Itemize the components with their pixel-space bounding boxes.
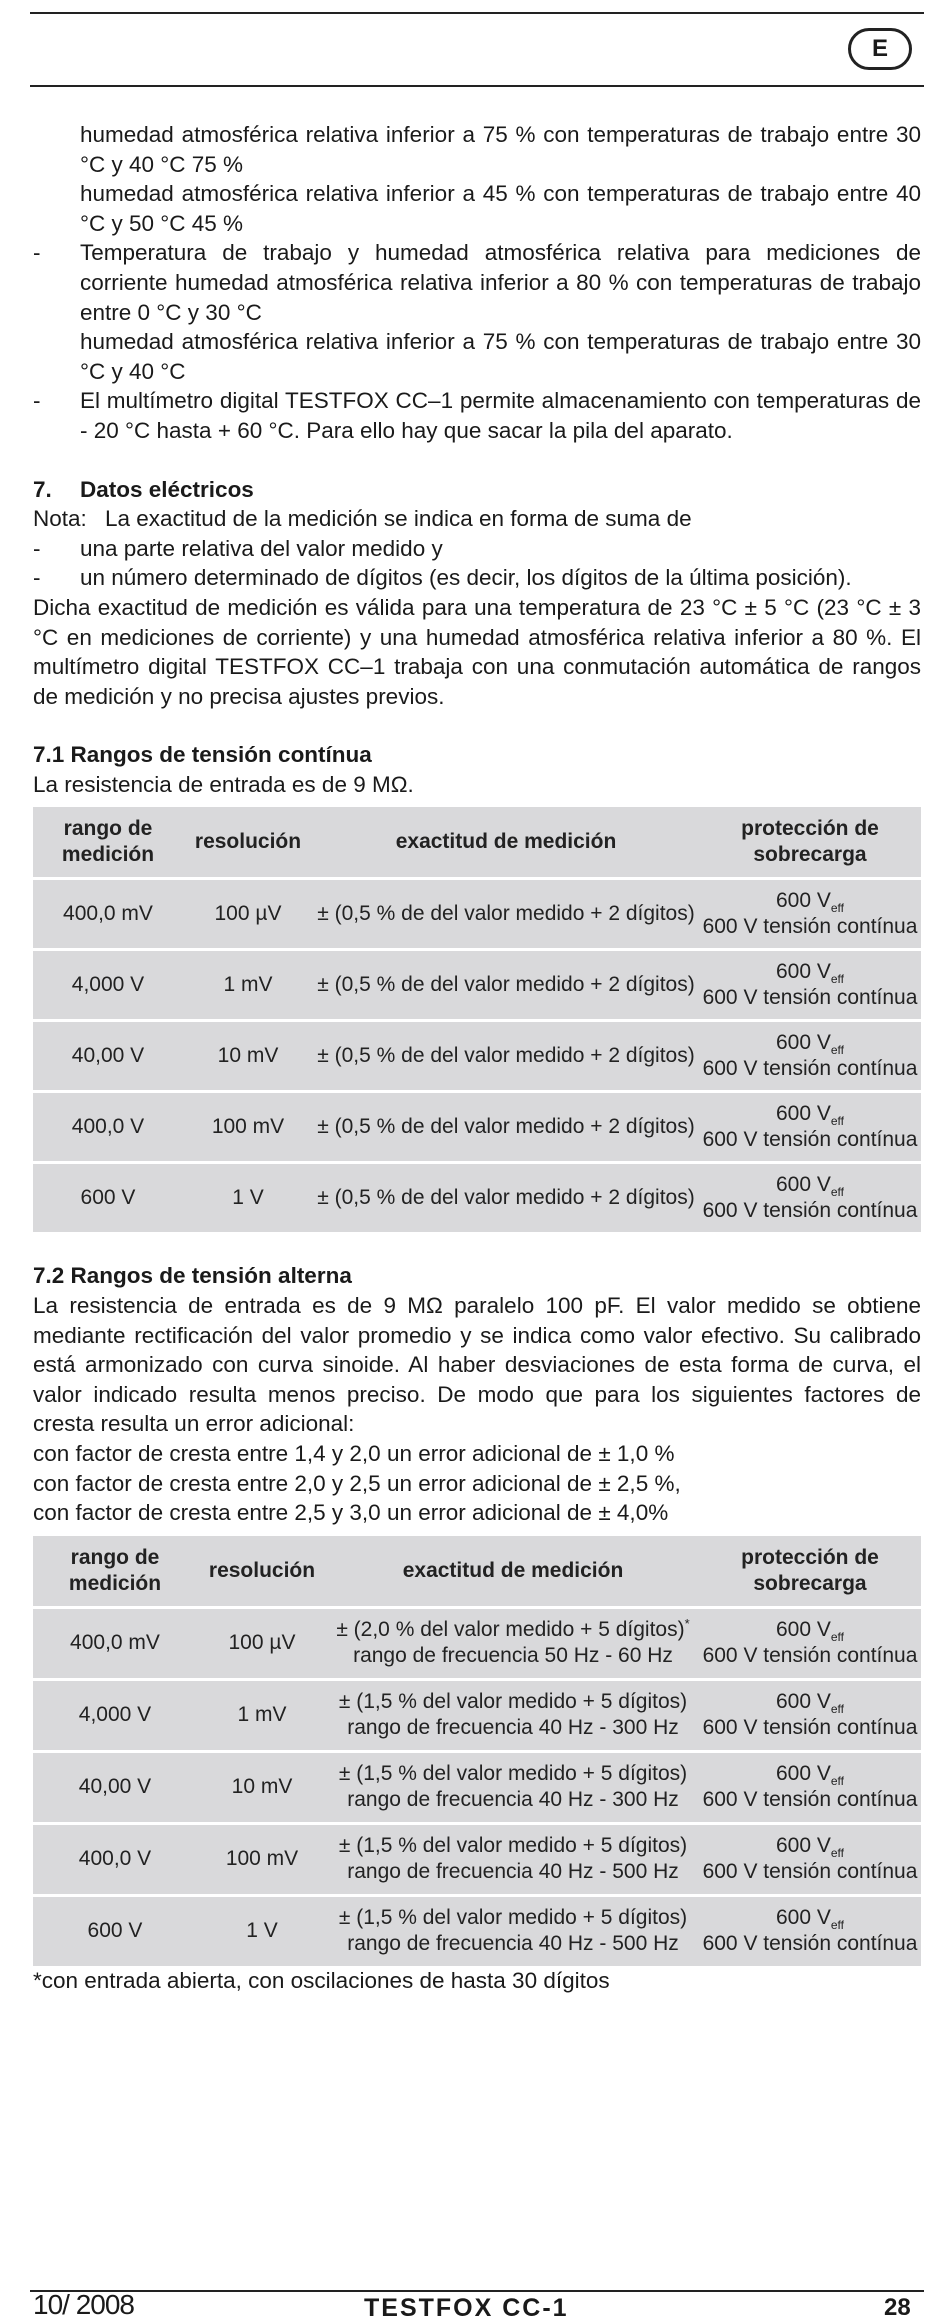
resolution-cell: 1 mV bbox=[183, 950, 313, 1021]
protection-cell bbox=[699, 1092, 921, 1163]
table-row bbox=[33, 950, 921, 1021]
table-footnote: *con entrada abierta, con oscilaciones de hasta 30 dígitos bbox=[33, 1967, 610, 1993]
protection-cell bbox=[699, 1679, 921, 1751]
subsection-heading: 7.1 Rangos de tensión contínua bbox=[33, 742, 372, 768]
bullet-continuation: humedad atmosférica relativa inferior a 75 % con temperaturas de trabajo entre 30 °C y 40 °C bbox=[80, 329, 921, 384]
protection-subscript: eff bbox=[830, 1702, 844, 1717]
accuracy-cell bbox=[327, 1607, 699, 1679]
accuracy-text: ± (1,5 % del valor medido + 5 dígitos) bbox=[338, 1690, 688, 1714]
bullet-text: El multímetro digital TESTFOX CC–1 permite almacenamiento con temperaturas de - 20 °C hasta + 60 °C. Para ello hay que sacar la pila del aparato. bbox=[80, 388, 921, 443]
protection-dc: 600 V tensión contínua bbox=[702, 1788, 918, 1812]
footer-model-name: TESTFOX CC-1 bbox=[364, 2294, 569, 2322]
header-rule bbox=[30, 85, 924, 87]
accuracy-cell bbox=[327, 1823, 699, 1895]
protection-cell bbox=[699, 1163, 921, 1233]
protection-voltage: 600 V bbox=[775, 1690, 831, 1714]
section-heading bbox=[33, 475, 921, 505]
accuracy-cell: ± (0,5 % de del valor medido + 2 dígitos) bbox=[313, 950, 699, 1021]
accuracy-text: ± (1,5 % del valor medido + 5 dígitos) bbox=[338, 1906, 688, 1930]
range-cell: 400,0 mV bbox=[33, 1607, 197, 1679]
footnote-mark: * bbox=[684, 1616, 690, 1632]
protection-cell bbox=[699, 1823, 921, 1895]
frequency-range: rango de frecuencia 40 Hz - 300 Hz bbox=[347, 1788, 679, 1812]
protection-voltage: 600 V bbox=[775, 1173, 831, 1197]
protection-voltage: 600 V bbox=[775, 1618, 831, 1642]
protection-cell bbox=[699, 1607, 921, 1679]
bullet-item bbox=[33, 563, 921, 593]
note-label: Nota: bbox=[33, 506, 87, 532]
column-header: protección de sobrecarga bbox=[699, 807, 921, 879]
protection-subscript: eff bbox=[830, 1918, 844, 1933]
protection-cell bbox=[699, 950, 921, 1021]
top-rule bbox=[30, 12, 924, 14]
bullet-item bbox=[33, 238, 921, 327]
accuracy-text: ± (1,5 % del valor medido + 5 dígitos) bbox=[338, 1834, 688, 1858]
table-row bbox=[33, 1679, 921, 1751]
range-cell: 4,000 V bbox=[33, 1679, 197, 1751]
table-row bbox=[33, 1823, 921, 1895]
table-header-row bbox=[33, 807, 921, 879]
table-row bbox=[33, 1751, 921, 1823]
crest-line: con factor de cresta entre 1,4 y 2,0 un error adicional de ± 1,0 % bbox=[33, 1441, 675, 1467]
paragraph: Dicha exactitud de medición es válida para una temperatura de 23 °C ± 5 °C (23 °C ± 3 °C en mediciones de corriente) y una humedad atmosférica relativa inferior a 80 %. El multímetro digital TESTFOX CC–1 trabaja con una conmutación automática de rangos de medición y no precisa ajustes previos. bbox=[33, 594, 921, 709]
protection-subscript: eff bbox=[830, 1630, 844, 1645]
protection-voltage: 600 V bbox=[775, 1102, 831, 1126]
page-content bbox=[33, 120, 921, 1995]
accuracy-cell: ± (0,5 % de del valor medido + 2 dígitos) bbox=[313, 879, 699, 950]
section-title: Datos eléctricos bbox=[80, 476, 254, 502]
resolution-cell: 1 V bbox=[232, 1186, 264, 1210]
language-badge: E bbox=[848, 28, 912, 70]
range-cell: 600 V bbox=[87, 1919, 143, 1943]
note bbox=[33, 504, 921, 534]
table-row bbox=[33, 1607, 921, 1679]
frequency-range: rango de frecuencia 40 Hz - 300 Hz bbox=[347, 1716, 679, 1740]
paragraph: La resistencia de entrada es de 9 MΩ paralelo 100 pF. El valor medido se obtiene mediante rectificación del valor promedio y se indica como valor efectivo. Su calibrado está armonizado con curva sinoide. Al haber desviaciones de esta forma de curva, el valor indicado resulta menos preciso. De modo que para los siguientes factores de cresta resulta un error adicional: bbox=[33, 1293, 921, 1437]
range-cell: 40,00 V bbox=[33, 1021, 183, 1092]
intro-line: humedad atmosférica relativa inferior a 75 % con temperaturas de trabajo entre 30 °C y 40 °C 75 % bbox=[80, 122, 921, 177]
resolution-cell: 1 V bbox=[246, 1919, 278, 1943]
column-header: exactitud de medición bbox=[327, 1536, 699, 1608]
note-text: La exactitud de la medición se indica en forma de suma de bbox=[105, 506, 692, 532]
protection-dc: 600 V tensión contínua bbox=[702, 915, 918, 939]
protection-subscript: eff bbox=[830, 1774, 844, 1789]
table-row bbox=[33, 1021, 921, 1092]
resolution-cell: 100 µV bbox=[183, 879, 313, 950]
accuracy-cell bbox=[327, 1895, 699, 1966]
protection-voltage: 600 V bbox=[775, 1906, 831, 1930]
bullet-dash: - bbox=[33, 535, 41, 561]
protection-subscript: eff bbox=[830, 901, 844, 916]
column-header: rango de medición bbox=[33, 1536, 197, 1608]
protection-cell bbox=[699, 879, 921, 950]
protection-cell bbox=[699, 1021, 921, 1092]
protection-subscript: eff bbox=[830, 1185, 844, 1200]
protection-subscript: eff bbox=[830, 1043, 844, 1058]
accuracy-cell bbox=[327, 1679, 699, 1751]
crest-line: con factor de cresta entre 2,0 y 2,5 un error adicional de ± 2,5 %, bbox=[33, 1470, 681, 1496]
protection-subscript: eff bbox=[830, 1114, 844, 1129]
intro-line: humedad atmosférica relativa inferior a 45 % con temperaturas de trabajo entre 40 °C y 50 °C 45 % bbox=[80, 181, 921, 236]
crest-line: con factor de cresta entre 2,5 y 3,0 un error adicional de ± 4,0% bbox=[33, 1500, 669, 1526]
protection-dc: 600 V tensión contínua bbox=[702, 1199, 918, 1223]
bullet-item bbox=[33, 534, 921, 564]
protection-voltage: 600 V bbox=[775, 1762, 831, 1786]
resolution-cell: 10 mV bbox=[197, 1751, 327, 1823]
accuracy-cell: ± (0,5 % de del valor medido + 2 dígitos) bbox=[313, 1092, 699, 1163]
dc-voltage-table bbox=[33, 807, 921, 1232]
range-cell: 400,0 V bbox=[33, 1092, 183, 1163]
table-row bbox=[33, 879, 921, 950]
protection-voltage: 600 V bbox=[775, 1834, 831, 1858]
protection-dc: 600 V tensión contínua bbox=[702, 986, 918, 1010]
page-number: 28 bbox=[884, 2294, 911, 2321]
column-header: resolución bbox=[183, 807, 313, 879]
resolution-cell: 10 mV bbox=[183, 1021, 313, 1092]
table-row bbox=[33, 1163, 921, 1233]
frequency-range: rango de frecuencia 40 Hz - 500 Hz bbox=[347, 1860, 679, 1884]
bullet-item bbox=[33, 386, 921, 445]
resolution-cell: 100 mV bbox=[197, 1823, 327, 1895]
frequency-range: rango de frecuencia 50 Hz - 60 Hz bbox=[353, 1644, 673, 1668]
section-number: 7. bbox=[33, 476, 52, 502]
bullet-dash: - bbox=[33, 240, 41, 266]
bullet-dash: - bbox=[33, 388, 41, 414]
paragraph: La resistencia de entrada es de 9 MΩ. bbox=[33, 771, 414, 797]
column-header: exactitud de medición bbox=[313, 807, 699, 879]
range-cell: 4,000 V bbox=[33, 950, 183, 1021]
accuracy-text: ± (1,5 % del valor medido + 5 dígitos) bbox=[338, 1762, 688, 1786]
footer-date: 10/ 2008 bbox=[33, 2289, 134, 2320]
footer-rule bbox=[30, 2290, 924, 2292]
ac-voltage-table bbox=[33, 1536, 921, 1966]
protection-cell bbox=[699, 1895, 921, 1966]
range-cell: 400,0 V bbox=[33, 1823, 197, 1895]
resolution-cell: 1 mV bbox=[197, 1679, 327, 1751]
range-cell: 40,00 V bbox=[33, 1751, 197, 1823]
protection-dc: 600 V tensión contínua bbox=[702, 1860, 918, 1884]
table-header-row bbox=[33, 1536, 921, 1608]
column-header: protección de sobrecarga bbox=[699, 1536, 921, 1608]
table-row bbox=[33, 1895, 921, 1966]
range-cell: 400,0 mV bbox=[33, 879, 183, 950]
protection-voltage: 600 V bbox=[775, 889, 831, 913]
range-cell: 600 V bbox=[80, 1186, 136, 1210]
subsection-heading: 7.2 Rangos de tensión alterna bbox=[33, 1263, 352, 1289]
bullet-text: Temperatura de trabajo y humedad atmosférica relativa para mediciones de corriente humedad atmosférica relativa inferior a 80 % con temperaturas de trabajo entre 0 °C y 30 °C bbox=[80, 240, 921, 325]
resolution-cell: 100 mV bbox=[183, 1092, 313, 1163]
protection-dc: 600 V tensión contínua bbox=[702, 1932, 918, 1956]
column-header: resolución bbox=[197, 1536, 327, 1608]
bullet-dash: - bbox=[33, 565, 41, 591]
accuracy-cell bbox=[327, 1751, 699, 1823]
protection-subscript: eff bbox=[830, 972, 844, 987]
protection-subscript: eff bbox=[830, 1846, 844, 1861]
protection-cell bbox=[699, 1751, 921, 1823]
table-row bbox=[33, 1092, 921, 1163]
frequency-range: rango de frecuencia 40 Hz - 500 Hz bbox=[347, 1932, 679, 1956]
bullet-text: un número determinado de dígitos (es decir, los dígitos de la última posición). bbox=[80, 565, 852, 591]
accuracy-text: ± (2,0 % del valor medido + 5 dígitos) bbox=[336, 1618, 685, 1642]
column-header: rango de medición bbox=[33, 807, 183, 879]
protection-dc: 600 V tensión contínua bbox=[702, 1644, 918, 1668]
protection-dc: 600 V tensión contínua bbox=[702, 1057, 918, 1081]
accuracy-cell: ± (0,5 % de del valor medido + 2 dígitos) bbox=[317, 1186, 695, 1210]
protection-voltage: 600 V bbox=[775, 960, 831, 984]
bullet-text: una parte relativa del valor medido y bbox=[80, 535, 443, 561]
resolution-cell: 100 µV bbox=[197, 1607, 327, 1679]
protection-dc: 600 V tensión contínua bbox=[702, 1128, 918, 1152]
accuracy-cell: ± (0,5 % de del valor medido + 2 dígitos) bbox=[313, 1021, 699, 1092]
protection-dc: 600 V tensión contínua bbox=[702, 1716, 918, 1740]
protection-voltage: 600 V bbox=[775, 1031, 831, 1055]
